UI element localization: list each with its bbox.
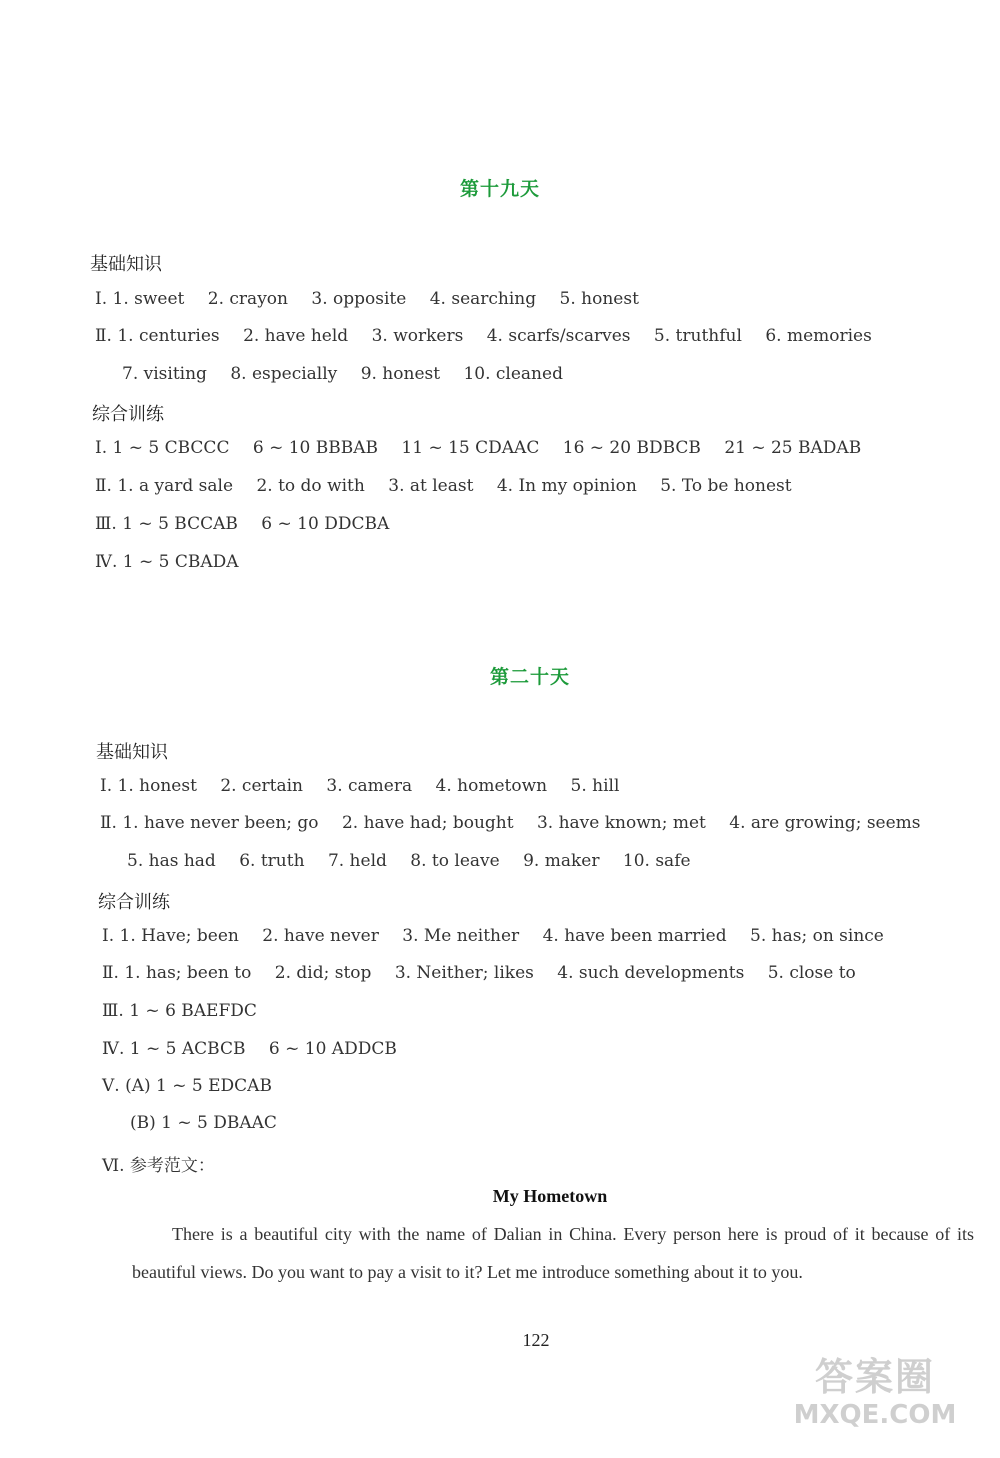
answer-item: Ⅵ. 参考范文： [102,1156,215,1176]
answer-item: 5. honest [559,289,639,309]
answer-item: Ⅱ. 1. has; been to [102,963,252,983]
answer-item: 2. have never [262,926,379,946]
day20-comp-line-6 [130,1113,295,1133]
answer-item: 6 ~ 10 ADDCB [268,1039,397,1059]
answer-item: 5. has had [127,851,216,871]
answer-item: 16 ~ 20 BDBCB [562,438,701,458]
answer-item: 3. workers [371,326,464,346]
answer-item: 6. truth [239,851,305,871]
day19-comp-line-1 [95,438,879,458]
day20-basic-line-3 [127,851,709,871]
day19-comp-line-2 [95,476,810,496]
day19-basic-line-1 [95,289,657,309]
answer-item: 10. cleaned [463,364,563,384]
answer-item: 7. held [327,851,387,871]
answer-item: Ⅰ. 1. honest [100,776,197,796]
answer-item: 21 ~ 25 BADAB [724,438,862,458]
answer-item: 3. opposite [311,289,407,309]
answer-item: Ⅱ. 1. have never been; go [100,813,319,833]
answer-item: 2. crayon [207,289,288,309]
answer-item: 9. maker [523,851,600,871]
day20-comp-line-4 [102,1039,415,1059]
watermark-logo-text: 答案圈 [814,1355,935,1399]
answer-item: 4. scarfs/scarves [486,326,631,346]
day20-comprehensive-heading: 综合训练 [98,892,170,913]
answer-item: 3. Me neither [402,926,520,946]
day19-basic-line-2 [95,326,890,346]
answer-item: 5. hill [570,776,620,796]
answer-item: Ⅱ. 1. centuries [95,326,220,346]
answer-item: Ⅰ. 1. Have; been [102,926,239,946]
day20-basic-line-1 [100,776,637,796]
day20-comp-line-2 [102,963,874,983]
answer-item: 2. to do with [256,476,365,496]
day20-comp-line-1 [102,926,902,946]
day19-comp-line-4 [95,552,257,572]
answer-item: 3. camera [326,776,413,796]
essay-paragraph: There is a beautiful city with the name of Dalian in China. Every person here is proud of it because of its beautiful views. Do you want to pay a visit to it? Let me introduce something about it to you. [132,1224,974,1282]
day19-comp-line-3 [95,514,407,534]
answer-item: 2. did; stop [274,963,372,983]
day20-title: 第二十天 [489,666,570,688]
day20-comp-line-7 [102,1151,233,1176]
answer-item: 7. visiting [122,364,207,384]
answer-item: 3. have known; met [536,813,706,833]
answer-item: 6. memories [765,326,872,346]
answer-item: 4. In my opinion [496,476,637,496]
answer-item: (B) 1 ~ 5 DBAAC [130,1113,277,1133]
watermark-url: MXQE.COM [793,1400,957,1430]
answer-item: 8. especially [230,364,338,384]
answer-item: 6 ~ 10 DDCBA [261,514,390,534]
answer-item: 5. truthful [653,326,742,346]
answer-item: 10. safe [622,851,691,871]
answer-item: 6 ~ 10 BBBAB [252,438,379,458]
answer-item: 11 ~ 15 CDAAC [401,438,540,458]
answer-item: 8. to leave [410,851,500,871]
answer-item: 3. at least [388,476,474,496]
day20-basic-line-2 [100,813,939,833]
answer-item: 2. have held [243,326,349,346]
essay-title: My Hometown [492,1186,608,1206]
answer-item: Ⅰ. 1. sweet [95,289,185,309]
day20-comp-line-3 [102,1001,275,1021]
day19-comprehensive-heading: 综合训练 [92,404,164,425]
answer-item: 4. are growing; seems [729,813,921,833]
answer-item: Ⅳ. 1 ~ 5 ACBCB [102,1039,246,1059]
day19-basic-line-3 [122,364,581,384]
answer-item: 5. To be honest [660,476,792,496]
answer-item: Ⅰ. 1 ~ 5 CBCCC [95,438,230,458]
answer-item: 3. Neither; likes [394,963,534,983]
answer-item: 5. close to [767,963,856,983]
day20-basic-heading: 基础知识 [96,742,168,763]
answer-item: 4. such developments [557,963,745,983]
day20-comp-line-5 [102,1076,290,1096]
answer-item: Ⅳ. 1 ~ 5 CBADA [95,552,239,572]
answer-item: Ⅱ. 1. a yard sale [95,476,234,496]
answer-item: 2. have had; bought [341,813,514,833]
day19-title: 第十九天 [459,178,540,200]
answer-item: 5. has; on since [750,926,884,946]
answer-item: Ⅲ. 1 ~ 5 BCCAB [95,514,238,534]
answer-item: 2. certain [220,776,303,796]
answer-item: 9. honest [360,364,441,384]
answer-item: 4. have been married [542,926,727,946]
answer-item: Ⅲ. 1 ~ 6 BAEFDC [102,1001,257,1021]
page-number: 122 [522,1330,550,1350]
answer-item: 4. hometown [435,776,548,796]
answer-item: 4. searching [429,289,537,309]
answer-item: Ⅴ. (A) 1 ~ 5 EDCAB [102,1076,272,1096]
site-watermark [770,1354,980,1444]
day19-basic-heading: 基础知识 [90,254,162,275]
